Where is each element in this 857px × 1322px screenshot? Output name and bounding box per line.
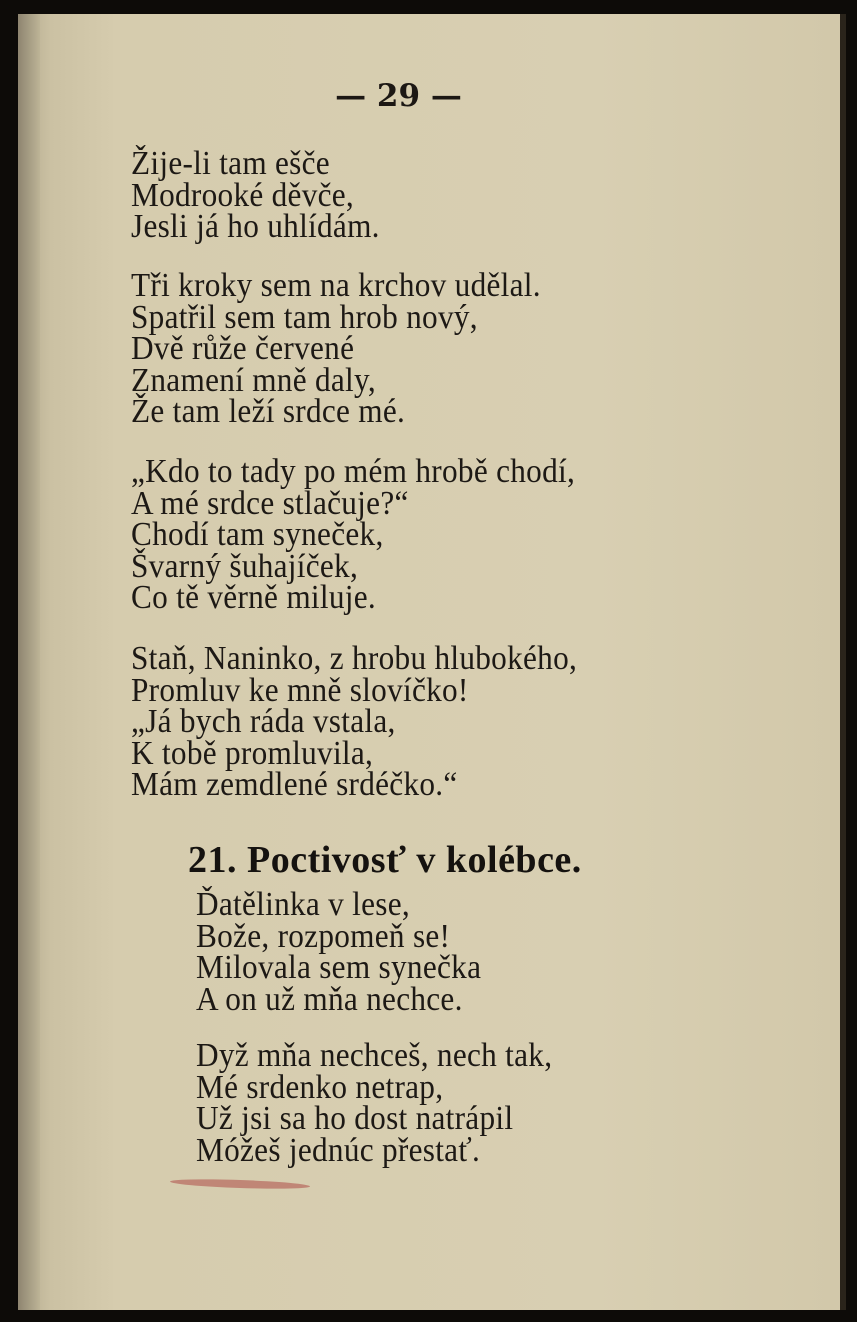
poem-20-stanza-4 bbox=[131, 640, 616, 804]
page-gutter bbox=[18, 14, 40, 1310]
verse-line: A mé srdce stlačuje?“ bbox=[131, 484, 409, 522]
verse-line: Švarný šuhajíček, bbox=[131, 547, 359, 585]
verse-line: Už jsi sa ho dost natrápil bbox=[196, 1100, 514, 1138]
verse-line: Ďatělinka v lese, bbox=[196, 886, 411, 923]
verse-line: Modrooké děvče, bbox=[131, 176, 355, 214]
verse-line: Žije-li tam ešče bbox=[131, 145, 330, 182]
verse-line: Jesli já ho uhlídám. bbox=[131, 208, 380, 246]
poem-20-stanza-3 bbox=[131, 453, 614, 617]
verse-line: A on už mňa nechce. bbox=[196, 980, 463, 1018]
verse-line: Dvě růže červené bbox=[131, 330, 355, 368]
verse-line: Mé srdenko netrap, bbox=[196, 1068, 444, 1106]
poem-21-stanza-2 bbox=[196, 1037, 583, 1169]
verse-line: K tobě promluvila, bbox=[131, 734, 374, 772]
poem-20-stanza-1 bbox=[131, 145, 401, 246]
verse-line: Dyž mňa nechceš, nech tak, bbox=[196, 1037, 553, 1074]
verse-line: „Já bych ráda vstala, bbox=[131, 703, 396, 741]
page-number: — 29 — bbox=[335, 78, 462, 114]
verse-line: Promluv ke mně slovíčko! bbox=[131, 671, 469, 709]
verse-line: Mám zemdlené srdéčko.“ bbox=[131, 766, 458, 804]
verse-line: Bože, rozpomeň se! bbox=[196, 917, 451, 955]
poem-21-stanza-1 bbox=[196, 886, 506, 1018]
verse-line: Spatřil sem tam hrob nový, bbox=[131, 298, 478, 336]
verse-line: Staň, Naninko, z hrobu hlubokého, bbox=[131, 640, 578, 677]
verse-line: Znamení mně daly, bbox=[131, 361, 377, 399]
verse-line: Móžeš jednúc přestať. bbox=[196, 1131, 481, 1169]
verse-line: Že tam leží srdce mé. bbox=[131, 393, 406, 431]
verse-line: Co tě věrně miluje. bbox=[131, 579, 376, 617]
poem-21-title: 21. Poctivosť v kolébce. bbox=[188, 839, 582, 881]
verse-line: Milovala sem synečka bbox=[196, 949, 482, 987]
poem-20-stanza-2 bbox=[131, 267, 577, 431]
verse-line: Chodí tam syneček, bbox=[131, 516, 384, 554]
verse-line: Tři kroky sem na krchov udělal. bbox=[131, 267, 541, 304]
verse-line: „Kdo to tady po mém hrobě chodí, bbox=[131, 453, 576, 490]
